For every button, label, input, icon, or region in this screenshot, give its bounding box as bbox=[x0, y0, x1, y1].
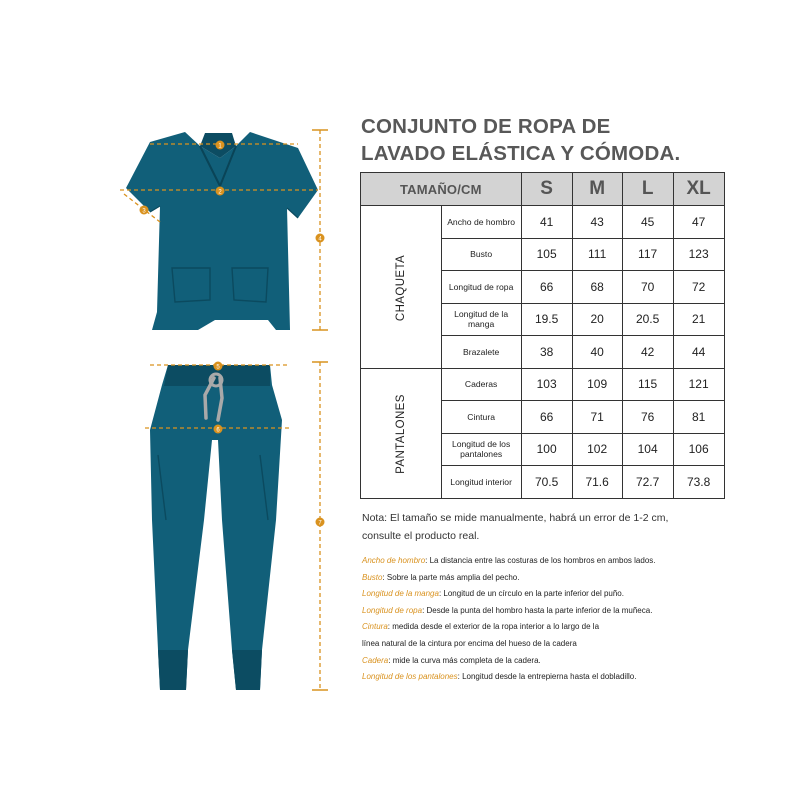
size-col-m: M bbox=[572, 173, 622, 206]
measurement-note bbox=[362, 509, 782, 545]
definition-item bbox=[362, 586, 792, 603]
cell-value: 103 bbox=[521, 368, 572, 401]
cell-value: 71 bbox=[572, 401, 622, 434]
row-label: Cintura bbox=[441, 401, 521, 434]
definition-item bbox=[362, 669, 792, 686]
row-label: Longitud interior bbox=[441, 466, 521, 499]
cell-value: 20.5 bbox=[622, 303, 673, 336]
size-header-label: TAMAÑO/CM bbox=[361, 173, 522, 206]
scrub-pants-shape bbox=[150, 365, 282, 690]
measure-marker-7 bbox=[316, 518, 325, 527]
cell-value: 72.7 bbox=[622, 466, 673, 499]
group-label-pantalones: PANTALONES bbox=[361, 368, 442, 498]
garment-illustration bbox=[0, 0, 360, 800]
measure-marker-1 bbox=[216, 141, 225, 150]
cell-value: 109 bbox=[572, 368, 622, 401]
cell-value: 47 bbox=[673, 206, 724, 239]
cell-value: 76 bbox=[622, 401, 673, 434]
row-label: Caderas bbox=[441, 368, 521, 401]
cell-value: 105 bbox=[521, 238, 572, 271]
cell-value: 68 bbox=[572, 271, 622, 304]
definition-term: Longitud de la manga bbox=[362, 589, 439, 599]
cell-value: 20 bbox=[572, 303, 622, 336]
definition-item bbox=[362, 570, 792, 587]
cell-value: 44 bbox=[673, 336, 724, 369]
cell-value: 72 bbox=[673, 271, 724, 304]
group-label-chaqueta: CHAQUETA bbox=[361, 206, 442, 369]
cell-value: 111 bbox=[572, 238, 622, 271]
svg-text:7: 7 bbox=[318, 520, 322, 527]
size-col-l: L bbox=[622, 173, 673, 206]
svg-text:2: 2 bbox=[218, 189, 222, 196]
svg-text:4: 4 bbox=[318, 236, 322, 243]
cell-value: 42 bbox=[622, 336, 673, 369]
cell-value: 106 bbox=[673, 433, 724, 466]
cell-value: 117 bbox=[622, 238, 673, 271]
definition-item bbox=[362, 619, 792, 636]
definition-term: Ancho de hombro bbox=[362, 556, 426, 565]
definition-item bbox=[362, 636, 792, 653]
measure-marker-5 bbox=[214, 362, 223, 371]
measure-marker-4 bbox=[316, 234, 325, 243]
cell-value: 19.5 bbox=[521, 303, 572, 336]
note-line-1: Nota: El tamaño se mide manualmente, habrá un error de 1-2 cm, bbox=[362, 512, 669, 524]
definition-text: : Longitud desde la entrepierna hasta el dobladillo. bbox=[457, 672, 637, 682]
cell-value: 100 bbox=[521, 433, 572, 466]
svg-text:3: 3 bbox=[142, 208, 146, 215]
definition-item bbox=[362, 603, 792, 620]
definition-term: Longitud de los pantalones bbox=[362, 672, 458, 682]
row-label: Longitud de la manga bbox=[441, 303, 521, 336]
cell-value: 104 bbox=[622, 433, 673, 466]
size-table bbox=[360, 172, 725, 499]
definition-term: Cadera bbox=[362, 655, 389, 665]
definition-text: : medida desde el exterior de la ropa interior a lo largo de la bbox=[387, 622, 600, 632]
cell-value: 66 bbox=[521, 401, 572, 434]
scrub-top-shape bbox=[126, 132, 318, 330]
definition-text: : Desde la punta del hombro hasta la parte inferior de la muñeca. bbox=[422, 605, 653, 615]
cell-value: 121 bbox=[673, 368, 724, 401]
row-label: Ancho de hombro bbox=[441, 206, 521, 239]
cell-value: 43 bbox=[572, 206, 622, 239]
svg-text:1: 1 bbox=[218, 143, 222, 150]
cell-value: 45 bbox=[622, 206, 673, 239]
definition-term: Longitud de ropa bbox=[362, 605, 423, 615]
page-title bbox=[361, 113, 781, 167]
cell-value: 102 bbox=[572, 433, 622, 466]
cell-value: 41 bbox=[521, 206, 572, 239]
definition-text: línea natural de la cintura por encima del hueso de la cadera bbox=[362, 638, 577, 648]
svg-text:6: 6 bbox=[216, 427, 220, 434]
cell-value: 38 bbox=[521, 336, 572, 369]
cell-value: 40 bbox=[572, 336, 622, 369]
cell-value: 21 bbox=[673, 303, 724, 336]
definition-text: : mide la curva más completa de la cadera. bbox=[388, 655, 541, 665]
measure-marker-6 bbox=[214, 425, 223, 434]
size-col-s: S bbox=[521, 173, 572, 206]
definition-term: Cintura bbox=[362, 622, 388, 632]
row-label: Brazalete bbox=[441, 336, 521, 369]
definition-text: : Longitud de un círculo en la parte inferior del puño. bbox=[438, 589, 624, 599]
row-label: Longitud de ropa bbox=[441, 271, 521, 304]
cell-value: 81 bbox=[673, 401, 724, 434]
row-label: Busto bbox=[441, 238, 521, 271]
cell-value: 115 bbox=[622, 368, 673, 401]
table-row bbox=[361, 368, 725, 401]
cell-value: 70 bbox=[622, 271, 673, 304]
definition-item bbox=[362, 553, 792, 570]
note-line-2: consulte el producto real. bbox=[362, 530, 480, 542]
cell-value: 71.6 bbox=[572, 466, 622, 499]
title-line-2: LAVADO ELÁSTICA Y CÓMODA. bbox=[361, 142, 681, 165]
row-label: Longitud de los pantalones bbox=[441, 433, 521, 466]
definition-text: : La distancia entre las costuras de los hombros en ambos lados. bbox=[425, 556, 656, 565]
size-col-xl: XL bbox=[673, 173, 724, 206]
title-line-1: CONJUNTO DE ROPA DE bbox=[361, 115, 611, 138]
measure-marker-2 bbox=[216, 187, 225, 196]
cell-value: 66 bbox=[521, 271, 572, 304]
size-header-row bbox=[361, 173, 725, 206]
table-row bbox=[361, 206, 725, 239]
definition-text: : Sobre la parte más amplia del pecho. bbox=[382, 572, 520, 582]
definition-term: Busto bbox=[362, 572, 383, 582]
cell-value: 70.5 bbox=[521, 466, 572, 499]
definition-item bbox=[362, 653, 792, 670]
measure-marker-3 bbox=[140, 206, 149, 215]
cell-value: 73.8 bbox=[673, 466, 724, 499]
svg-text:5: 5 bbox=[216, 364, 220, 371]
measurement-definitions bbox=[362, 553, 792, 686]
cell-value: 123 bbox=[673, 238, 724, 271]
